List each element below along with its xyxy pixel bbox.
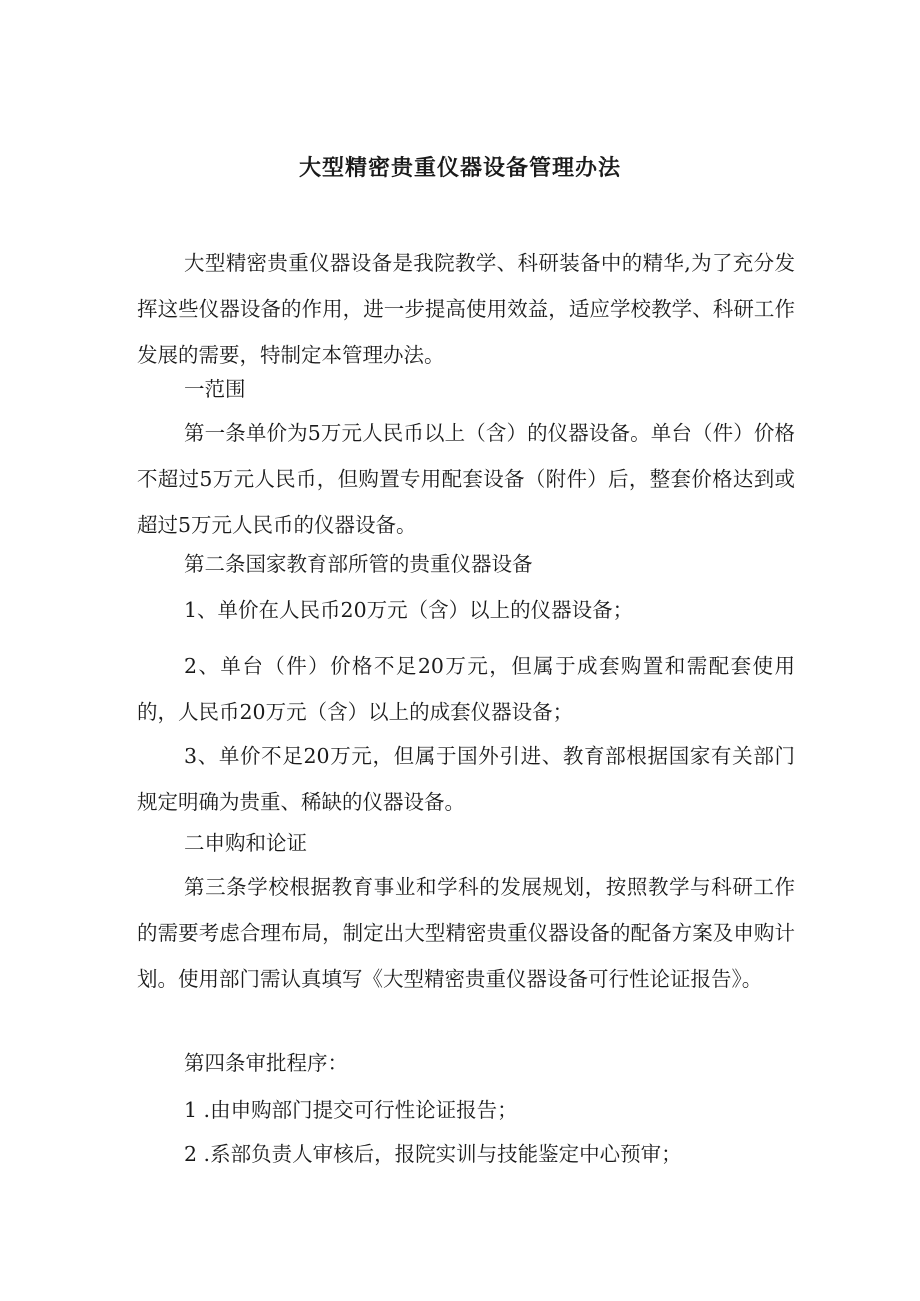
list-item-3: 3、单价不足20万元，但属于国外引进、教育部根据国家有关部门规定明确为贵重、稀缺的仪器设备。 (137, 744, 795, 814)
list-item-1: 1、单价在人民币20万元（含）以上的仪器设备； (184, 598, 634, 622)
section-heading-procurement: 二申购和论证 (184, 831, 307, 855)
paragraph-article-4: 第四条审批程序： (184, 1051, 348, 1075)
list-item-approval-1: 1 .由申购部门提交可行性论证报告； (184, 1098, 518, 1122)
section-heading-scope: 一范围 (184, 377, 246, 401)
paragraph-article-3: 第三条学校根据教育事业和学科的发展规划，按照教学与科研工作的需要考虑合理布局，制定出大型精密贵重仪器设备的配备方案及申购计划。使用部门需认真填写《大型精密贵重仪器设备可行性论证报告》。 (137, 875, 795, 991)
paragraph-article-2: 第二条国家教育部所管的贵重仪器设备 (184, 552, 533, 576)
document-title: 大型精密贵重仪器设备管理办法 (298, 155, 621, 181)
paragraph-article-1: 第一条单价为5万元人民币以上（含）的仪器设备。单台（件）价格不超过5万元人民币，但购置专用配套设备（附件）后，整套价格达到或超过5万元人民币的仪器设备。 (137, 421, 795, 537)
paragraph-intro: 大型精密贵重仪器设备是我院教学、科研装备中的精华,为了充分发挥这些仪器设备的作用，进一步提高使用效益，适应学校教学、科研工作发展的需要，特制定本管理办法。 (137, 251, 795, 367)
list-item-approval-2: 2 .系部负责人审核后，报院实训与技能鉴定中心预审； (184, 1142, 682, 1166)
list-item-2: 2、单台（件）价格不足20万元，但属于成套购置和需配套使用的，人民币20万元（含）以上的成套仪器设备； (137, 654, 795, 724)
